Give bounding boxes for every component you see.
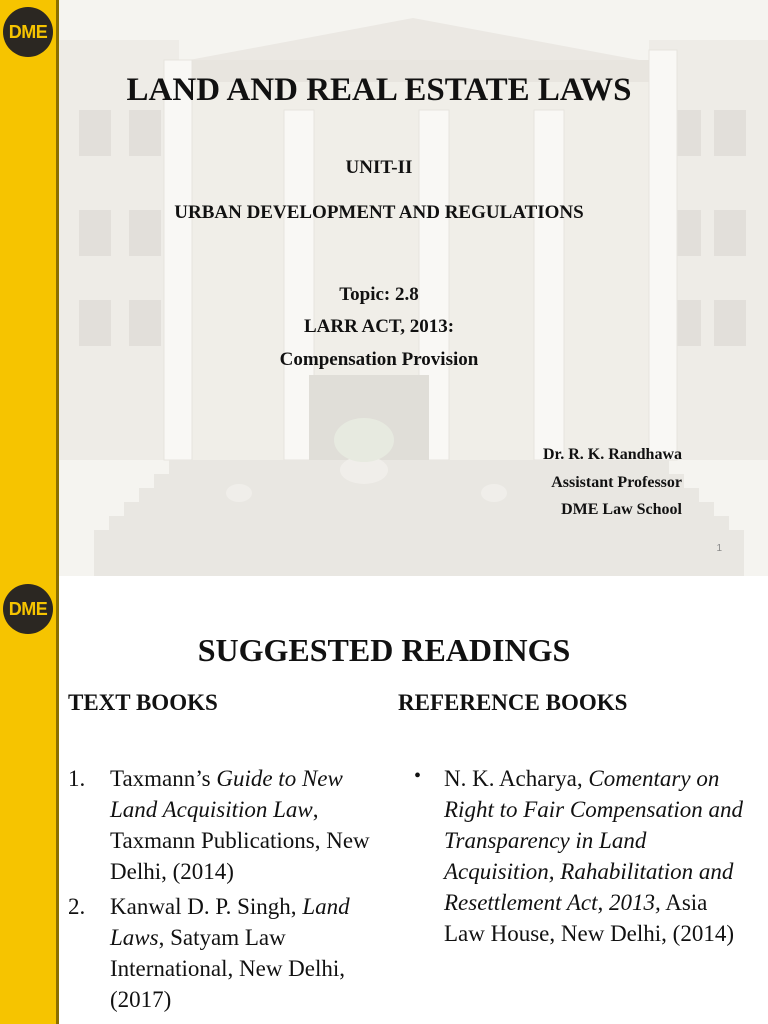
book-title: Land Laws [110,894,350,950]
unit-title: URBAN DEVELOPMENT AND REGULATIONS [174,202,584,223]
text-books-list [68,763,388,1019]
provision-label: Compensation Provision [279,349,479,370]
book-title: Guide to New Land Acquisition Law [110,766,343,822]
book-author: N. K. Acharya, [444,766,589,791]
book-details: , Taxmann Publications, New Delhi, (2014) [110,797,370,884]
brand-side-band [0,576,56,1024]
book-title: Comentary on Right to Fair Compensation and Transparency in Land Acquisition, Rahabilitation and Resettlement Act, 2013, [444,766,743,915]
book-author: Taxmann’s [110,766,217,791]
book-details: Asia Law House, New Delhi, (2014) [444,890,734,946]
author-role: Assistant Professor [551,474,682,491]
bullet-icon: • [414,765,422,787]
list-number: 1. [68,766,86,791]
list-item [68,891,388,1015]
unit-label: UNIT-II [345,157,413,178]
brand-side-band [0,0,56,576]
list-number: 2. [68,894,86,919]
act-label: LARR ACT, 2013: [303,316,455,337]
readings-slide [0,576,768,1024]
reference-books-heading: REFERENCE BOOKS [398,690,628,715]
slide-title: LAND AND REAL ESTATE LAWS [126,72,632,108]
author-name: Dr. R. K. Randhawa [543,446,682,463]
topic-label: Topic: 2.8 [339,284,419,305]
reference-books-list [414,763,744,949]
author-institution: DME Law School [561,501,682,518]
list-item [68,763,388,887]
dme-logo: DME [3,584,53,634]
text-books-heading: TEXT BOOKS [68,690,218,715]
book-details: , Satyam Law International, New Delhi, (2017) [110,925,346,1012]
readings-title: SUGGESTED READINGS [197,632,571,668]
page-number: 1 [716,543,722,554]
book-author: Kanwal D. P. Singh, [110,894,303,919]
list-item [414,763,744,949]
dme-logo: DME [3,7,53,57]
